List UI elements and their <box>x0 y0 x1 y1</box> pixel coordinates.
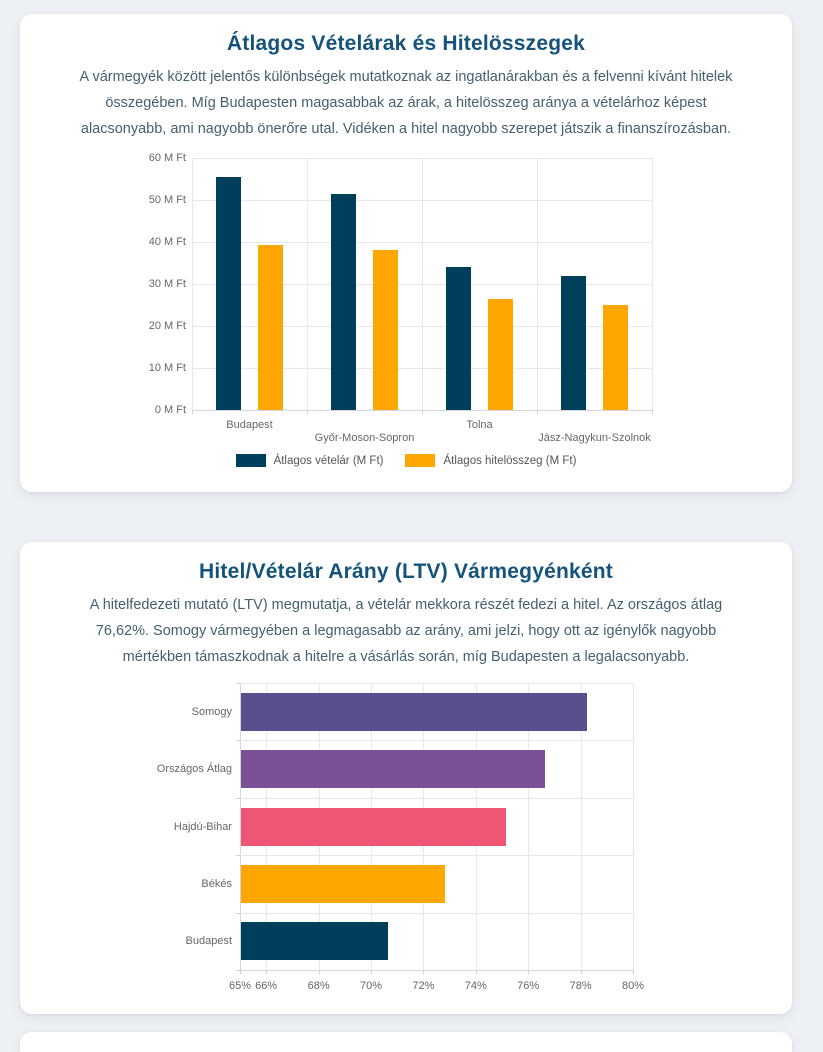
y-axis-tick <box>236 683 240 684</box>
gridline <box>240 798 633 799</box>
x-axis-tick <box>537 410 538 414</box>
gridline <box>652 158 653 410</box>
x-axis-category-label: Budapest <box>226 419 273 431</box>
grouped-bar-chart <box>138 152 652 448</box>
legend-swatch <box>405 454 435 467</box>
bar-gyor-moson-sopron-atlagos-vetelar-m-ft[interactable] <box>331 194 356 410</box>
y-axis-tick <box>236 855 240 856</box>
bar-budapest-atlagos-hitelosszeg-m-ft[interactable] <box>258 245 283 410</box>
gridline <box>240 913 633 914</box>
card-description: A hitelfedezeti mutató (LTV) megmutatja, a vételár mekkora részét fedezi a hitel. Az országos átlag 76,62%. Somogy vármegyében a legmagasabb az arány, ami jelzi, hogy ott az igénylők nagyobb mértékben támaszkodnak a hitelre a vásárlás során, míg Budapesten a legalacsonyabb. <box>89 597 723 665</box>
gridline <box>422 158 423 410</box>
gridline <box>240 740 633 741</box>
gridline <box>240 970 633 971</box>
x-axis-tick <box>652 410 653 414</box>
x-axis-tick-label: 78% <box>569 980 592 992</box>
y-axis-category-label: Budapest <box>185 935 232 948</box>
gridline <box>307 158 308 410</box>
gridline <box>192 158 193 410</box>
y-axis-tick-label: 50 M Ft <box>148 194 186 206</box>
y-axis-category-label: Somogy <box>191 705 232 718</box>
bar-somogy[interactable] <box>241 693 587 731</box>
x-axis-tick <box>192 410 193 414</box>
y-axis-tick <box>236 970 240 971</box>
x-axis-tick-label: 68% <box>307 980 330 992</box>
y-axis-category-label: Országos Átlag <box>156 763 232 776</box>
legend-item-atlagos-hitelosszeg-m-ft[interactable] <box>405 454 576 467</box>
bar-orszagos-atlag[interactable] <box>241 750 545 788</box>
y-axis-category-label: Békés <box>201 877 232 890</box>
y-axis-tick-label: 30 M Ft <box>148 278 186 290</box>
x-axis-tick <box>307 410 308 414</box>
legend-label: Átlagos hitelösszeg (M Ft) <box>443 454 577 467</box>
card-ltv-ratio <box>20 542 792 1014</box>
bar-jasz-nagykun-szolnok-atlagos-vetelar-m-ft[interactable] <box>561 276 586 410</box>
card-description: A vármegyék között jelentős különbségek mutatkoznak az ingatlanárakban és a felvenni kívánt hitelek összegében. Míg Budapesten magasabbak az árak, a hitelösszeg aránya a vételárhoz képest alacsonyabb, ami nagyobb önerőre utal. Vidéken a hitel nagyobb szerepet játszik a finanszírozásban. <box>79 69 733 137</box>
bar-hajdu-bihar[interactable] <box>241 808 506 846</box>
bar-tolna-atlagos-hitelosszeg-m-ft[interactable] <box>488 299 513 410</box>
bar-budapest-atlagos-vetelar-m-ft[interactable] <box>216 177 241 410</box>
page-title: Hitel/Vételár Arány (LTV) Vármegyénként <box>199 560 613 583</box>
legend-swatch <box>236 454 266 467</box>
legend-item-atlagos-vetelar-m-ft[interactable] <box>236 454 384 467</box>
x-axis-tick-label: 76% <box>517 980 540 992</box>
y-axis-tick <box>236 740 240 741</box>
x-axis-tick <box>422 410 423 414</box>
bar-tolna-atlagos-vetelar-m-ft[interactable] <box>446 267 471 410</box>
x-axis-tick-label: 74% <box>464 980 487 992</box>
next-card-peek <box>20 1032 792 1052</box>
x-axis-category-label: Tolna <box>466 419 493 431</box>
bar-gyor-moson-sopron-atlagos-hitelosszeg-m-ft[interactable] <box>373 250 398 410</box>
y-axis-tick-label: 60 M Ft <box>148 152 186 164</box>
y-axis-category-label: Hajdú-Bihar <box>173 820 232 833</box>
y-axis-tick <box>236 798 240 799</box>
x-axis-category-label: Jász-Nagykun-Szolnok <box>538 432 651 444</box>
gridline <box>633 683 634 970</box>
gridline <box>537 158 538 410</box>
x-axis-tick-label: 72% <box>412 980 435 992</box>
x-axis-tick-label: 80% <box>621 980 645 992</box>
bar-budapest[interactable] <box>241 922 388 960</box>
card-average-prices-loans <box>20 14 792 492</box>
gridline <box>240 683 633 684</box>
y-axis-tick-label: 40 M Ft <box>148 236 186 248</box>
x-axis-category-label: Győr-Moson-Sopron <box>314 432 415 444</box>
bar-bekes[interactable] <box>241 865 445 903</box>
y-axis-tick-label: 10 M Ft <box>148 362 186 374</box>
x-axis-tick-label: 70% <box>359 980 383 992</box>
x-axis-tick <box>633 970 634 974</box>
bar-jasz-nagykun-szolnok-atlagos-hitelosszeg-m-ft[interactable] <box>603 305 628 410</box>
x-axis-tick-label: 66% <box>255 980 278 992</box>
chart-legend <box>20 454 792 467</box>
x-axis-tick-label: 65% <box>228 980 252 992</box>
page-title: Átlagos Vételárak és Hitelösszegek <box>226 32 586 55</box>
y-axis-tick-label: 20 M Ft <box>148 320 186 332</box>
y-axis-tick-label: 0 M Ft <box>154 404 186 416</box>
legend-label: Átlagos vételár (M Ft) <box>273 454 384 467</box>
horizontal-bar-chart <box>146 683 645 1005</box>
y-axis-tick <box>236 913 240 914</box>
gridline <box>240 855 633 856</box>
